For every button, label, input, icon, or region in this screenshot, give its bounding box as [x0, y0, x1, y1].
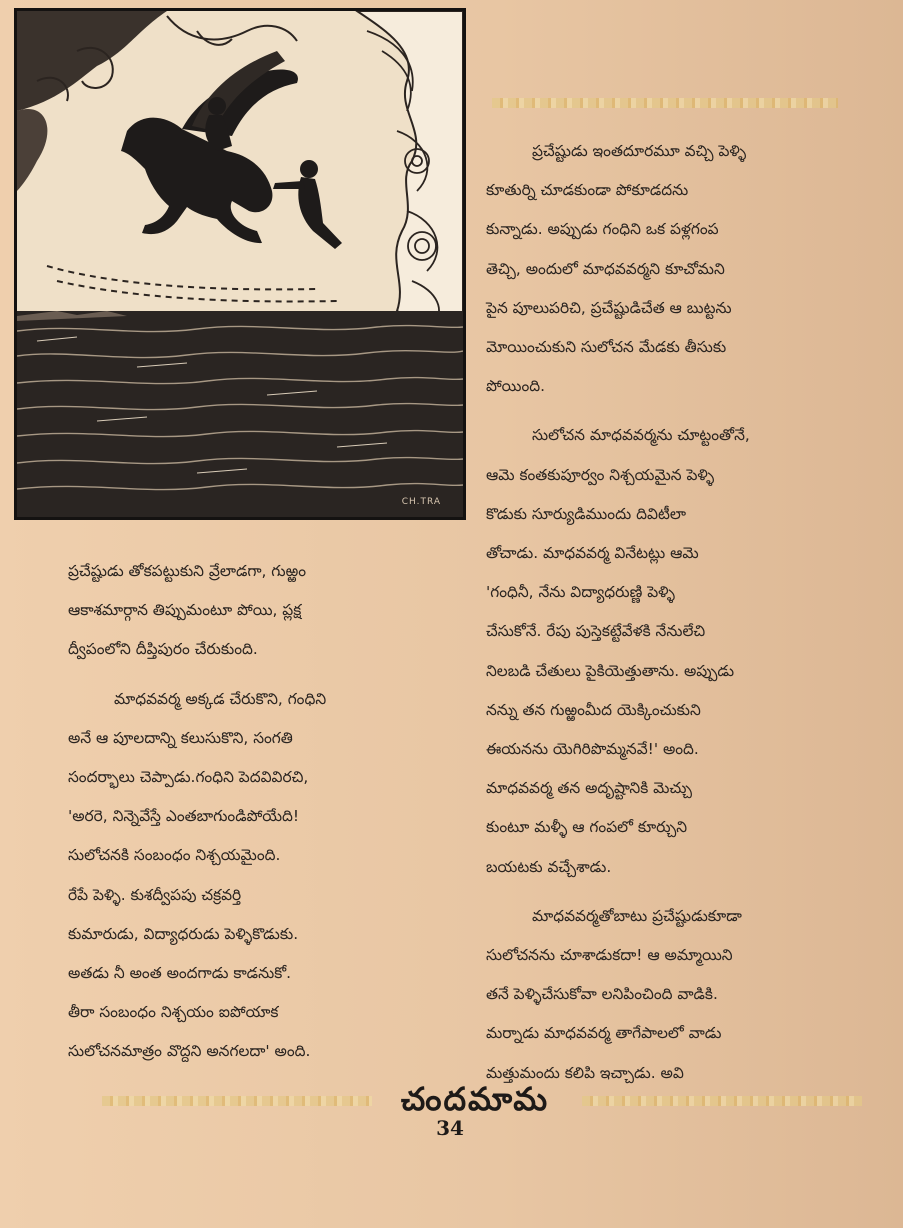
paragraph	[486, 897, 858, 1093]
winged-horse-illustration	[17, 11, 463, 517]
magazine-title: చందమామ	[400, 1080, 550, 1118]
paragraph	[486, 132, 858, 406]
text-line: అతడు నీ అంత అందగాడు కాడనుకో.	[68, 964, 291, 983]
right-text-column	[486, 132, 858, 1103]
text-line: ఆకాశమార్గాన తిప్పుమంటూ పోయి, ప్లక్ష	[68, 601, 302, 620]
text-line: నన్ను తన గుఱ్ఱంమీద యెక్కించుకుని	[486, 700, 701, 719]
text-line: తనే పెళ్ళిచేసుకోవా లనిపించింది వాడికి.	[486, 985, 718, 1004]
left-text-column	[68, 552, 460, 1082]
text-line: సులోచనను చూశాడుకదా! ఆ అమ్మాయిని	[486, 946, 733, 965]
text-line: మోయించుకుని సులోచన మేడకు తీసుకు	[486, 338, 727, 357]
text-line: కొడుకు సూర్యుడిముందు దివిటీలా	[486, 504, 686, 523]
paragraph	[68, 552, 460, 670]
ornament-band-bottom-left	[102, 1096, 372, 1106]
story-illustration	[14, 8, 466, 520]
text-line: ఈయనను యెగిరిపొమ్మనవే!' అంది.	[486, 740, 699, 759]
text-line: పోయింది.	[486, 377, 546, 396]
text-line: కుమారుడు, విద్యాధరుడు పెళ్ళికొడుకు.	[68, 924, 299, 943]
text-line: మాధవవర్మ తన అదృష్టానికి మెచ్చు	[486, 779, 692, 798]
text-line: ప్రచేష్టుడు ఇంతదూరమూ వచ్చి పెళ్ళి	[532, 142, 747, 160]
text-line: అనే ఆ పూలదాన్ని కలుసుకొని, సంగతి	[68, 728, 293, 747]
text-line: సులోచనకి సంబంధం నిశ్చయమైంది.	[68, 846, 281, 865]
text-line: మర్నాడు మాధవవర్మ తాగేపాలలో వాడు	[486, 1024, 722, 1043]
text-line: కుంటూ మళ్ళీ ఆ గంపలో కూర్చుని	[486, 818, 688, 837]
text-line: 'అరరె, నిన్నెవేస్తే ఎంతబాగుండిపోయేది!	[68, 807, 300, 826]
paragraph	[486, 416, 858, 886]
artist-signature: CH.TRA	[401, 497, 441, 507]
text-line: తోచాడు. మాధవవర్మ వినేటట్లు ఆమె	[486, 544, 699, 563]
text-line: రేపే పెళ్ళి. కుశద్వీపపు చక్రవర్తి	[68, 885, 242, 904]
text-line: ద్వీపంలోని దీప్తిపురం చేరుకుంది.	[68, 640, 258, 659]
text-line: సులోచనమాత్రం వొద్దని అనగలదా' అంది.	[68, 1042, 311, 1061]
text-line: మాధవవర్మ అక్కడ చేరుకొని, గంధిని	[114, 689, 327, 708]
paragraph	[68, 680, 460, 1072]
text-line: బయటకు వచ్చేశాడు.	[486, 857, 612, 876]
text-line: సులోచన మాధవవర్మను చూట్టంతోనే,	[532, 426, 750, 445]
text-line: కూతుర్ని చూడకుండా పోకూడదను	[486, 181, 689, 200]
text-line: తీరా సంబంధం నిశ్చయం ఐపోయాక	[68, 1003, 279, 1022]
text-line: కున్నాడు. అప్పుడు గంధిని ఒక పళ్లగంప	[486, 220, 719, 239]
text-line: సందర్భాలు చెప్పాడు.గంధిని పెదవివిరచి,	[68, 768, 309, 787]
text-line: ఆమె కంతకుపూర్వం నిశ్చయమైన పెళ్ళి	[486, 465, 715, 484]
text-line: మాధవవర్మతోబాటు ప్రచేష్టుడుకూడా	[532, 906, 742, 925]
text-line: చేసుకోనే. రేపు పుస్తెకట్టేవేళకి నేనులేచి	[486, 622, 706, 641]
text-line: మత్తుమందు కలిపి ఇచ్చాడు. అవి	[486, 1063, 684, 1082]
ornament-band-top-right	[492, 98, 838, 108]
text-line: ప్రచేష్టుడు తోకపట్టుకుని వ్రేలాడగా, గుఱ్ఱం	[68, 562, 307, 580]
page-number: 34	[436, 1116, 464, 1140]
text-line: పైన పూలుపరిచి, ప్రచేష్టుడిచేత ఆ బుట్టను	[486, 298, 732, 317]
text-line: 'గంధినీ, నేను విద్యాధరుణ్ణి పెళ్ళి	[486, 583, 676, 602]
text-line: నిలబడి చేతులు పైకియెత్తుతాను. అప్పుడు	[486, 661, 735, 680]
text-line: తెచ్చి, అందులో మాధవవర్మని కూచోమని	[486, 259, 725, 278]
